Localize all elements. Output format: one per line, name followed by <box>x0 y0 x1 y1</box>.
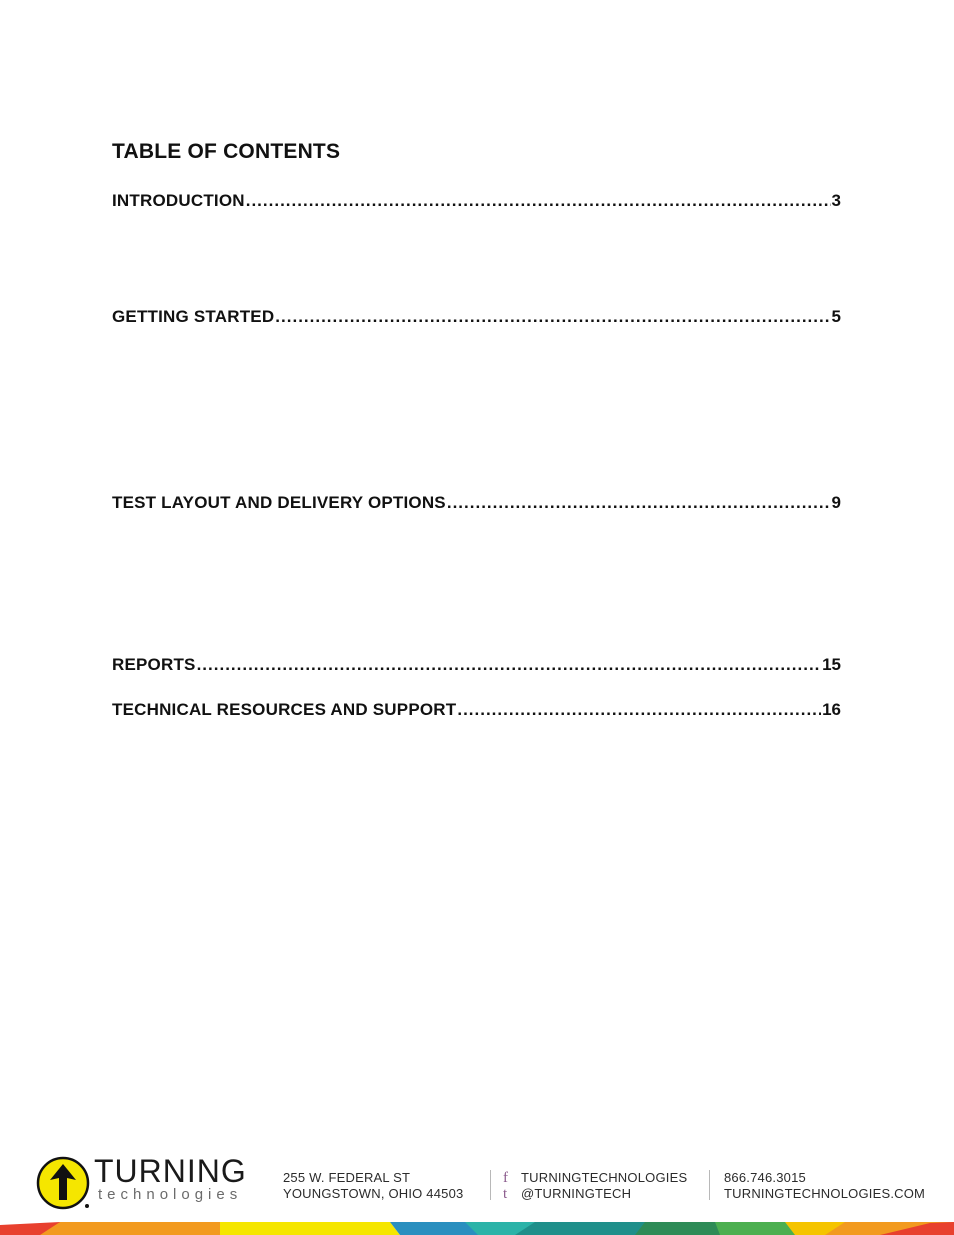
facebook-icon: f <box>503 1170 509 1186</box>
toc-entry-label: TEST LAYOUT AND DELIVERY OPTIONS <box>112 493 446 512</box>
website-link[interactable]: TURNINGTECHNOLOGIES.COM <box>724 1186 926 1201</box>
address-line-1: 255 W. FEDERAL ST <box>283 1170 411 1185</box>
footer-address <box>283 1170 463 1202</box>
footer-divider <box>709 1170 710 1200</box>
facebook-link[interactable] <box>503 1170 687 1186</box>
toc-entry-reports[interactable] <box>112 655 841 677</box>
toc-entry-page: 3 <box>831 191 841 210</box>
logo-subtitle: technologies <box>98 1186 243 1203</box>
toc-entry-introduction[interactable] <box>112 191 841 213</box>
address-line-2: YOUNGSTOWN, OHIO 44503 <box>283 1186 464 1201</box>
toc-title: TABLE OF CONTENTS <box>112 140 341 163</box>
toc-leader-dots <box>447 493 831 513</box>
phone-number: 866.746.3015 <box>724 1170 806 1185</box>
facebook-handle: TURNINGTECHNOLOGIES <box>521 1170 688 1185</box>
toc-entry-label: GETTING STARTED <box>112 307 275 326</box>
toc-entry-getting-started[interactable] <box>112 307 841 329</box>
twitter-link[interactable] <box>503 1186 687 1202</box>
toc-leader-dots <box>246 191 831 211</box>
footer-social <box>503 1170 687 1202</box>
toc-entry-label: REPORTS <box>112 655 196 674</box>
toc-entry-technical-support[interactable] <box>112 700 841 722</box>
toc-entry-page: 9 <box>831 493 841 512</box>
toc-entry-page: 15 <box>822 655 841 674</box>
toc-entry-page: 5 <box>831 307 841 326</box>
toc-leader-dots <box>275 307 830 327</box>
toc-leader-dots <box>457 700 821 720</box>
toc-entry-label: INTRODUCTION <box>112 191 245 210</box>
toc-entry-test-layout[interactable] <box>112 493 841 515</box>
toc-entry-label: TECHNICAL RESOURCES AND SUPPORT <box>112 700 457 719</box>
turning-arrow-icon <box>36 1156 90 1210</box>
logo-wordmark: TURNING <box>94 1153 247 1189</box>
color-stripe <box>0 1219 954 1235</box>
twitter-handle: @TURNINGTECH <box>521 1186 632 1201</box>
twitter-icon: t <box>503 1186 508 1202</box>
footer-contact <box>724 1170 925 1202</box>
toc-entry-page: 16 <box>822 700 841 719</box>
turning-logo <box>36 1153 251 1209</box>
toc-leader-dots <box>197 655 822 675</box>
footer-divider <box>490 1170 491 1200</box>
